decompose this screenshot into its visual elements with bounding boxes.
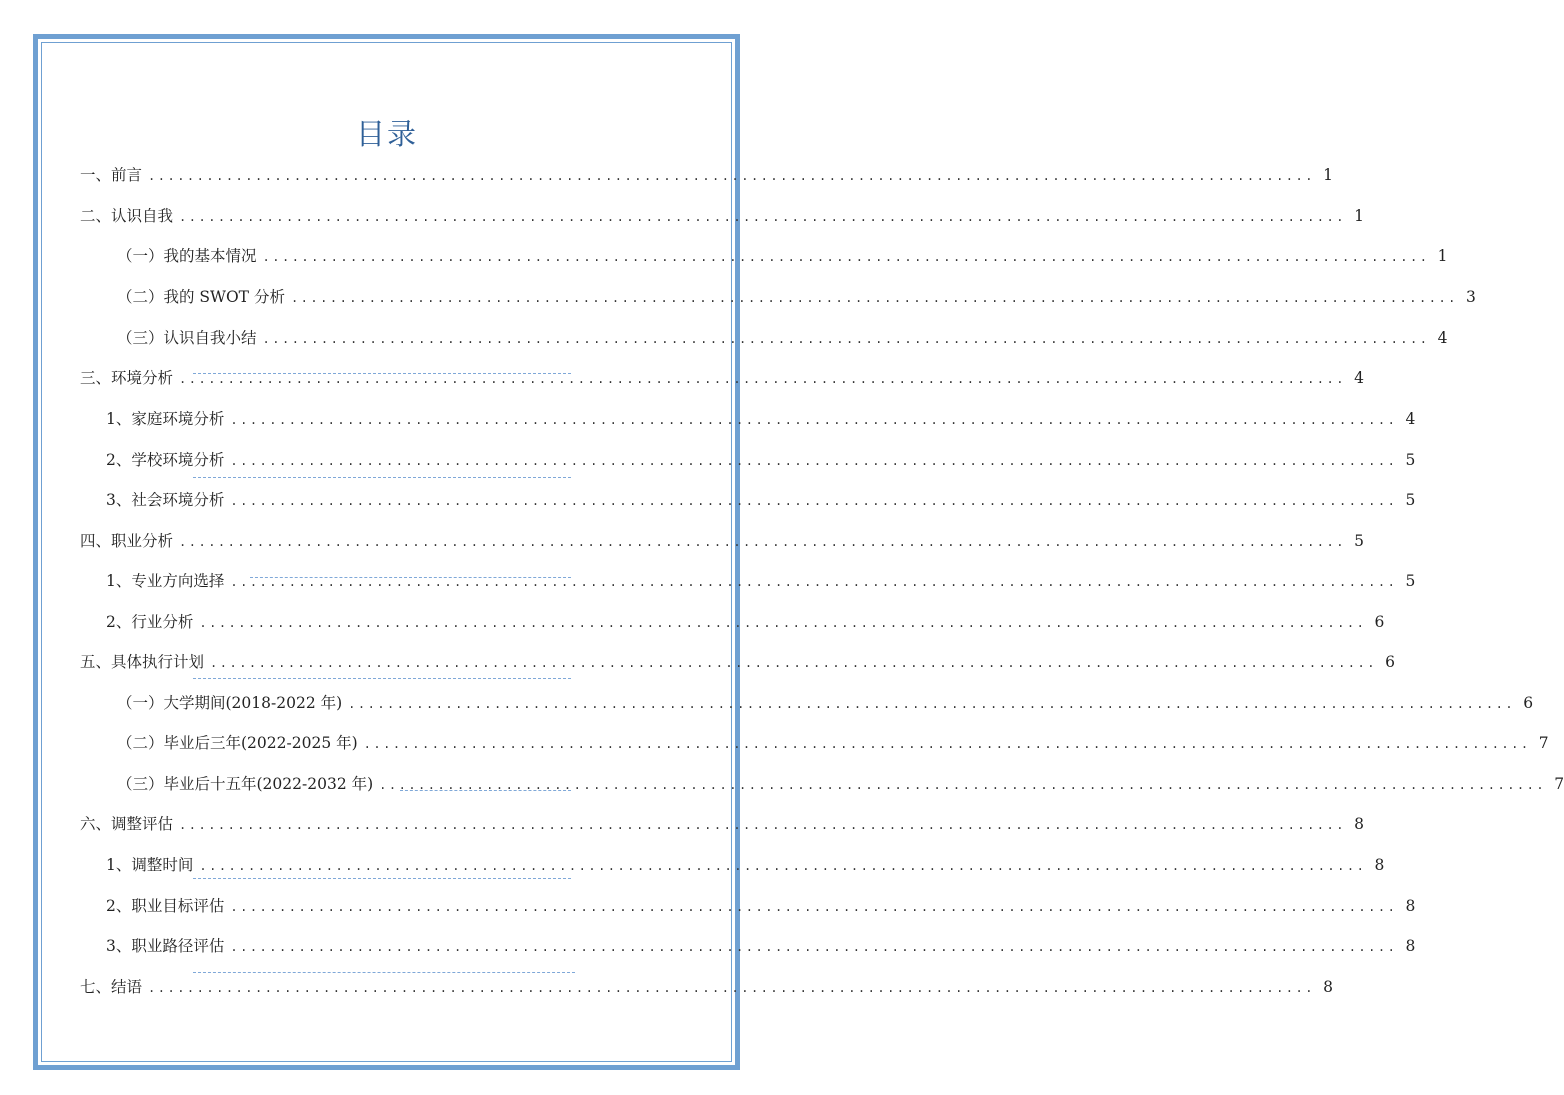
toc-entry-label: 二、认识自我 — [80, 207, 174, 225]
toc-leader-dots: ........................................................................................................................ — [379, 778, 1547, 792]
toc-entry-label: 3、职业路径评估 — [106, 937, 225, 955]
toc-entry-page-number: 5 — [1405, 491, 1416, 509]
toc-leader-dots: ........................................................................................................................ — [230, 575, 1398, 589]
toc-leader-dots: ........................................................................................................................ — [290, 291, 1458, 305]
toc-entry[interactable] — [80, 975, 1333, 1001]
toc-entry-page-number: 8 — [1405, 897, 1416, 915]
toc-entry[interactable] — [106, 894, 1416, 920]
toc-leader-dots: ........................................................................................................................ — [179, 210, 1346, 224]
toc-entry-label: 1、专业方向选择 — [106, 572, 225, 590]
toc-entry-page-number: 7 — [1554, 775, 1564, 793]
toc-entry[interactable] — [117, 326, 1448, 352]
toc-entry-label: 2、行业分析 — [106, 613, 194, 631]
toc-entry-page-number: 6 — [1523, 694, 1534, 712]
toc-entry[interactable] — [80, 812, 1364, 838]
decorative-dash-line — [193, 972, 575, 973]
toc-leader-dots: ........................................................................................................................ — [230, 900, 1398, 914]
toc-entry[interactable] — [106, 610, 1385, 636]
toc-entry-label: （一）我的基本情况 — [117, 247, 257, 265]
toc-entry-label: 四、职业分析 — [80, 532, 174, 550]
toc-entry-label: 五、具体执行计划 — [80, 653, 205, 671]
toc-leader-dots: ........................................................................................................................ — [363, 737, 1531, 751]
toc-entry-label: 3、社会环境分析 — [106, 491, 225, 509]
toc-entry-label: 一、前言 — [80, 166, 143, 184]
decorative-dash-line — [250, 577, 571, 578]
toc-entry-page-number: 4 — [1405, 410, 1416, 428]
decorative-dash-line — [193, 373, 571, 374]
toc-entry-page-number: 8 — [1374, 856, 1385, 874]
toc-entry-page-number: 5 — [1354, 532, 1364, 550]
toc-entry[interactable] — [80, 650, 1395, 676]
toc-entry[interactable] — [106, 407, 1416, 433]
toc-entry-label: （一）大学期间(2018-2022 年) — [117, 694, 343, 712]
decorative-dash-line — [193, 878, 571, 879]
toc-entry[interactable] — [117, 772, 1564, 798]
toc-leader-dots: ........................................................................................................................ — [230, 940, 1398, 954]
toc-entry-page-number: 8 — [1405, 937, 1416, 955]
toc-entry-page-number: 7 — [1538, 734, 1549, 752]
toc-entry-page-number: 3 — [1466, 288, 1476, 306]
toc-title: 目录 — [355, 117, 418, 151]
toc-leader-dots: ........................................................................................................................ — [199, 859, 1367, 873]
toc-entry-label: 七、结语 — [80, 978, 143, 996]
toc-entry-page-number: 6 — [1374, 613, 1385, 631]
toc-entry-label: （二）我的 SWOT 分析 — [117, 288, 285, 306]
toc-entry[interactable] — [80, 163, 1333, 189]
toc-entry-label: （二）毕业后三年(2022-2025 年) — [117, 734, 358, 752]
toc-entry-page-number: 5 — [1405, 572, 1416, 590]
toc-entry-page-number: 6 — [1385, 653, 1395, 671]
toc-leader-dots: ........................................................................................................................ — [148, 981, 1315, 995]
toc-leader-dots: ........................................................................................................................ — [179, 372, 1346, 386]
toc-entry-label: （三）毕业后十五年(2022-2032 年) — [117, 775, 374, 793]
toc-entry[interactable] — [117, 285, 1476, 311]
decorative-dash-line — [400, 790, 571, 791]
toc-leader-dots: ........................................................................................................................ — [262, 332, 1430, 346]
toc-entry-page-number: 1 — [1323, 166, 1333, 184]
toc-entry[interactable] — [106, 448, 1416, 474]
toc-entry-page-number: 1 — [1437, 247, 1448, 265]
toc-leader-dots: ........................................................................................................................ — [179, 535, 1346, 549]
toc-entry-page-number: 4 — [1437, 329, 1448, 347]
toc-entry-page-number: 5 — [1405, 451, 1416, 469]
toc-entry[interactable] — [106, 488, 1416, 514]
toc-leader-dots: ........................................................................................................................ — [230, 413, 1398, 427]
toc-entry-label: 六、调整评估 — [80, 815, 174, 833]
toc-entry-page-number: 4 — [1354, 369, 1364, 387]
toc-leader-dots: ........................................................................................................................ — [230, 454, 1398, 468]
toc-entry-label: 1、家庭环境分析 — [106, 410, 225, 428]
toc-entry[interactable] — [117, 691, 1534, 717]
toc-entry[interactable] — [80, 529, 1364, 555]
toc-entry-label: 2、职业目标评估 — [106, 897, 225, 915]
toc-entry[interactable] — [80, 204, 1364, 230]
toc-entry[interactable] — [117, 731, 1549, 757]
toc-leader-dots: ........................................................................................................................ — [179, 818, 1346, 832]
toc-entry[interactable] — [106, 934, 1416, 960]
decorative-dash-line — [193, 477, 571, 478]
toc-entry-label: （三）认识自我小结 — [117, 329, 257, 347]
toc-leader-dots: ........................................................................................................................ — [262, 250, 1430, 264]
toc-entry[interactable] — [106, 853, 1385, 879]
toc-entry-page-number: 1 — [1354, 207, 1364, 225]
toc-entry[interactable] — [80, 366, 1364, 392]
toc-entry-label: 2、学校环境分析 — [106, 451, 225, 469]
decorative-dash-line — [193, 678, 571, 679]
toc-entry-label: 三、环境分析 — [80, 369, 174, 387]
toc-entry[interactable] — [117, 244, 1448, 270]
toc-entry-page-number: 8 — [1354, 815, 1364, 833]
toc-leader-dots: ........................................................................................................................ — [148, 169, 1315, 183]
toc-leader-dots: ........................................................................................................................ — [199, 616, 1367, 630]
toc-entry-label: 1、调整时间 — [106, 856, 194, 874]
toc-leader-dots: ........................................................................................................................ — [210, 656, 1377, 670]
toc-entry-page-number: 8 — [1323, 978, 1333, 996]
toc-leader-dots: ........................................................................................................................ — [348, 697, 1516, 711]
toc-entry[interactable] — [106, 569, 1416, 595]
toc-leader-dots: ........................................................................................................................ — [230, 494, 1398, 508]
